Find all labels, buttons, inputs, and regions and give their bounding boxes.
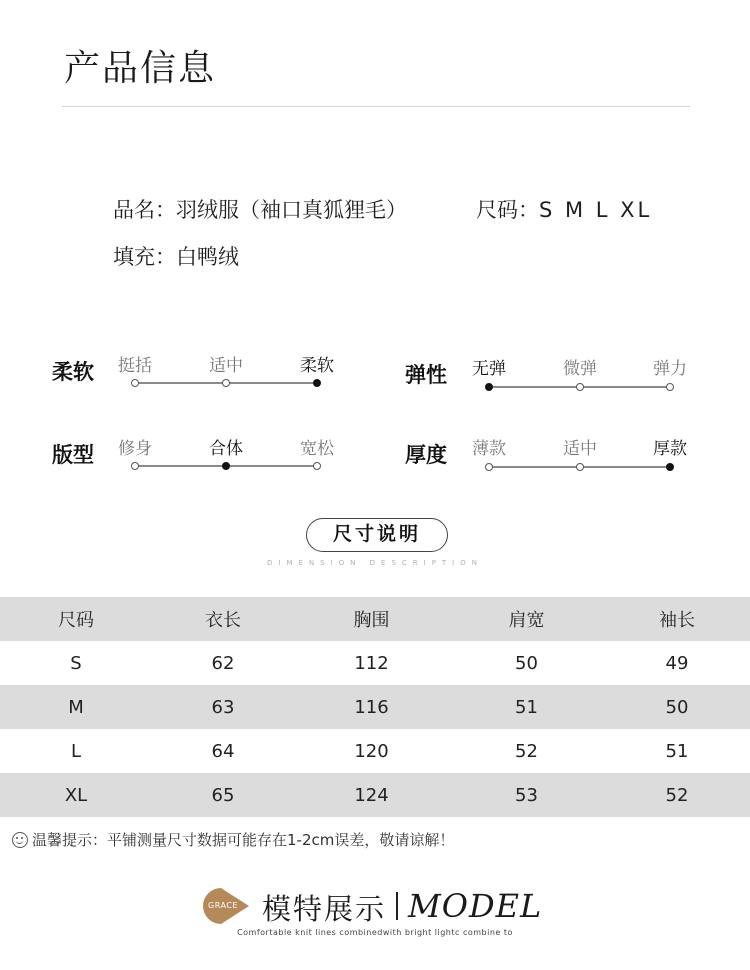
smile-icon xyxy=(12,832,28,848)
attribute-option: 合体 xyxy=(209,439,243,459)
table-cell: 51 xyxy=(515,696,538,718)
table-cell: 124 xyxy=(354,784,389,806)
scale-dot xyxy=(222,462,230,470)
attribute-softness xyxy=(52,351,352,401)
table-row xyxy=(0,641,750,685)
model-subtitle: Comfortable knit lines combinedwith bright lightc combine to xyxy=(237,928,513,937)
filling-value: 白鸭绒 xyxy=(176,245,239,269)
attribute-title: 弹性 xyxy=(405,363,447,387)
table-cell: 112 xyxy=(354,652,389,674)
attribute-title: 厚度 xyxy=(405,443,447,467)
size-value: S M L XL xyxy=(539,198,653,222)
size-section-subtitle: DIMENSION DESCRIPTION xyxy=(266,559,483,567)
scale-dot xyxy=(576,463,584,471)
table-cell: 65 xyxy=(211,784,235,806)
size-label: 尺码： xyxy=(476,198,539,222)
scale-dot xyxy=(131,462,139,470)
attribute-title: 柔软 xyxy=(52,360,94,384)
scale-dot xyxy=(485,383,493,391)
table-cell: 63 xyxy=(211,696,235,718)
table-cell: L xyxy=(70,740,82,762)
title-divider xyxy=(62,106,690,107)
attribute-option: 柔软 xyxy=(300,356,334,376)
table-cell: M xyxy=(68,696,84,718)
table-cell: 50 xyxy=(515,652,538,674)
table-header-cell: 肩宽 xyxy=(508,610,545,631)
scale-dot xyxy=(313,379,321,387)
table-cell: 51 xyxy=(665,740,689,762)
table-cell: 49 xyxy=(665,652,689,674)
scale-dot xyxy=(666,463,674,471)
model-title-en: MODEL xyxy=(408,887,543,925)
filling-row xyxy=(113,241,239,271)
page-title: 产品信息 xyxy=(64,48,217,89)
scale-dot xyxy=(222,379,230,387)
attribute-option: 薄款 xyxy=(472,439,506,459)
table-row xyxy=(0,685,750,729)
grace-badge xyxy=(201,886,251,926)
table-row xyxy=(0,729,750,773)
table-cell: 116 xyxy=(354,696,389,718)
table-cell: 120 xyxy=(354,740,389,762)
attribute-thickness xyxy=(405,434,705,484)
table-cell: XL xyxy=(64,784,88,806)
attribute-option: 适中 xyxy=(563,439,597,459)
attribute-title: 版型 xyxy=(52,443,94,467)
table-row xyxy=(0,773,750,817)
size-row xyxy=(476,194,652,224)
table-header-row xyxy=(0,597,750,641)
table-cell: 50 xyxy=(665,696,689,718)
product-name-value: 羽绒服（袖口真狐狸毛） xyxy=(176,198,407,222)
table-cell: 64 xyxy=(211,740,235,762)
attribute-option: 厚款 xyxy=(653,439,687,459)
table-header-cell: 尺码 xyxy=(58,610,94,631)
attribute-option: 挺括 xyxy=(118,356,152,376)
badge-label: GRACE xyxy=(208,901,238,910)
table-cell: 52 xyxy=(665,784,689,806)
table-header-cell: 胸围 xyxy=(353,610,390,631)
scale-dot xyxy=(313,462,321,470)
model-title-cn: 模特展示 xyxy=(262,892,387,926)
product-name-row xyxy=(113,194,407,224)
attribute-option: 适中 xyxy=(209,356,243,376)
attribute-option: 宽松 xyxy=(300,439,334,459)
scale-dot xyxy=(485,463,493,471)
attribute-elasticity xyxy=(405,354,705,404)
table-header-cell: 袖长 xyxy=(659,610,695,631)
attribute-fit xyxy=(52,434,352,484)
table-cell: 52 xyxy=(515,740,538,762)
scale-dot xyxy=(131,379,139,387)
attribute-option: 无弹 xyxy=(472,359,506,379)
model-title-separator xyxy=(396,892,398,920)
size-section-title: 尺寸说明 xyxy=(306,518,448,552)
table-cell: S xyxy=(70,652,82,674)
attribute-option: 微弹 xyxy=(563,359,597,379)
table-cell: 62 xyxy=(211,652,235,674)
scale-dot xyxy=(576,383,584,391)
model-section-header xyxy=(0,883,750,933)
attribute-option: 修身 xyxy=(118,439,152,459)
filling-label: 填充： xyxy=(113,245,176,269)
measurement-tip xyxy=(12,829,454,850)
scale-dot xyxy=(666,383,674,391)
tip-text: 温馨提示：平铺测量尺寸数据可能存在1-2cm误差，敬请谅解！ xyxy=(32,831,455,849)
table-header-cell: 衣长 xyxy=(205,610,241,631)
table-cell: 53 xyxy=(515,784,538,806)
attribute-option: 弹力 xyxy=(653,359,687,379)
size-table xyxy=(0,597,750,817)
product-name-label: 品名： xyxy=(113,198,176,222)
